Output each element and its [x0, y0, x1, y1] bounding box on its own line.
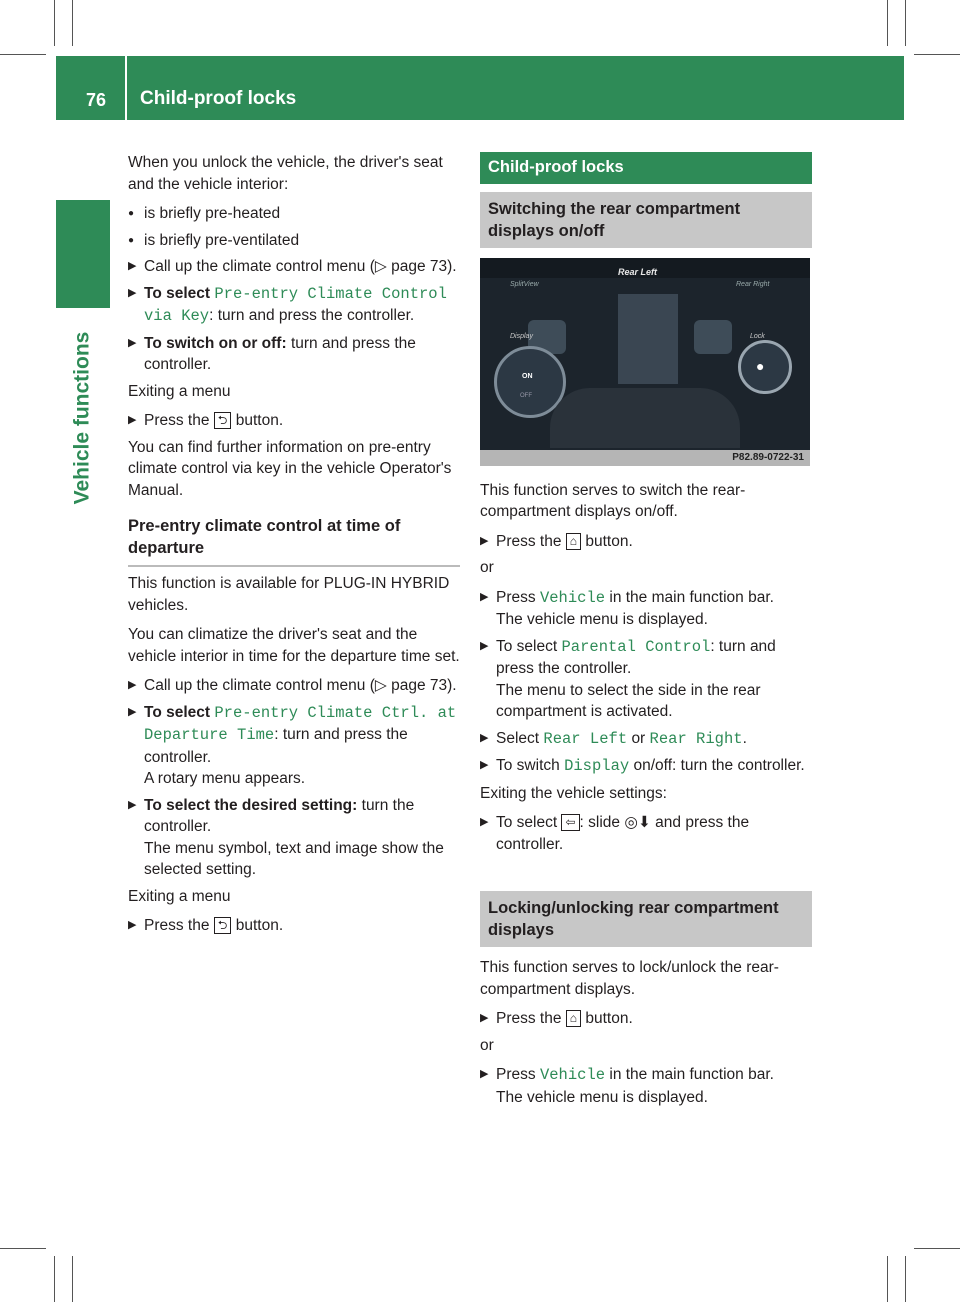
screen-label: Rear Right: [736, 280, 770, 288]
crop-mark: [914, 1248, 960, 1249]
step-text: button.: [585, 532, 633, 550]
step-note: The vehicle menu is displayed.: [496, 611, 708, 628]
chapter-tab: [56, 200, 110, 308]
subsection-heading: Locking/unlocking rear compartment displays: [480, 891, 812, 947]
step-item: [480, 636, 812, 723]
list-item: ● is briefly pre-heated: [128, 203, 460, 225]
step-note: The menu to select the side in the rear compartment is activated.: [496, 681, 761, 720]
step-item: [480, 587, 812, 631]
menu-item-code: Rear Left: [543, 729, 628, 748]
step-item: [128, 283, 460, 328]
step-item: [480, 755, 812, 778]
step-item: [128, 795, 460, 881]
step-text: in the main function bar.: [609, 1066, 774, 1083]
header-divider: [125, 56, 127, 120]
crop-mark: [905, 0, 906, 46]
crop-mark: [54, 1256, 55, 1302]
step-text: : turn and press the controller.: [209, 307, 415, 324]
intro-text: When you unlock the vehicle, the driver's seat and the vehicle interior:: [128, 154, 443, 193]
crop-mark: [0, 54, 46, 55]
step-item: [480, 531, 812, 553]
step-note: The vehicle menu is displayed.: [496, 1088, 708, 1106]
door-tile: [694, 320, 732, 354]
step-text: on/off: turn the controller.: [633, 757, 805, 774]
step-text: in the main function bar.: [609, 588, 774, 606]
screen-label: SplitView: [510, 280, 539, 288]
back-icon: ⇦: [561, 814, 579, 831]
step-text: : slide ◎⬇ and press the controller.: [496, 814, 750, 853]
crop-mark: [914, 54, 960, 55]
crop-mark: [0, 1248, 46, 1249]
paragraph: This function serves to lock/unlock the rear-compartment displays.: [480, 959, 779, 998]
step-text: To select: [496, 637, 558, 655]
back-icon: ⮌: [214, 917, 232, 934]
step-text: Press the: [144, 917, 210, 934]
photo-caption: P82.89-0722-31: [480, 450, 810, 466]
step-text: : turn and press the controller.: [496, 637, 776, 677]
step-text: Press: [496, 1066, 536, 1083]
step-item: ▶ Call up the climate control menu (▷ page 73).: [128, 675, 460, 697]
step-text: Press the: [496, 1010, 562, 1027]
step-text: button.: [585, 1010, 633, 1027]
menu-item-code: Display: [564, 757, 630, 775]
step-text: or: [631, 729, 646, 747]
crop-mark: [72, 1256, 73, 1302]
crop-mark: [54, 0, 55, 46]
paragraph: This function is available for PLUG-IN HYBRID vehicles.: [128, 575, 450, 614]
car-icon: ⌂: [566, 1010, 581, 1027]
step-text: button.: [235, 917, 284, 934]
crop-mark: [905, 1256, 906, 1302]
menu-item-code: Parental Control: [561, 637, 711, 656]
menu-item-code: Vehicle: [539, 588, 606, 607]
subsection-heading: Switching the rear compartment displays on/off: [480, 192, 812, 248]
step-text: Press the: [144, 412, 210, 429]
menu-item-code: Vehicle: [539, 1066, 606, 1084]
left-column: [128, 152, 460, 942]
step-text: button.: [235, 412, 284, 429]
crop-mark: [887, 1256, 888, 1302]
step-text: : turn and press the controller.: [144, 726, 408, 766]
screen-label: Display: [510, 332, 533, 340]
subheading: Pre-entry climate control at time of departure: [128, 515, 460, 567]
step-text: To select: [496, 814, 558, 831]
step-item: [480, 812, 812, 855]
section-heading: Child-proof locks: [480, 152, 812, 184]
back-icon: ⮌: [214, 412, 232, 429]
paragraph: or: [480, 559, 494, 576]
menu-item-code: Pre-entry Climate Control via Key: [144, 284, 447, 325]
page-title: Child-proof locks: [140, 88, 297, 109]
paragraph: Exiting the vehicle settings:: [480, 784, 667, 802]
step-bold: To select: [144, 284, 211, 302]
step-bold: To select: [144, 703, 211, 721]
paragraph: Exiting a menu: [128, 887, 231, 905]
step-text: To switch: [496, 757, 560, 774]
rear-seat: [550, 388, 740, 448]
step-item: [128, 333, 460, 376]
step-item: [480, 1008, 812, 1030]
step-note: The menu symbol, text and image show the selected setting.: [144, 839, 444, 878]
step-text: turn and press the controller.: [144, 334, 416, 373]
step-bold: To select the desired setting:: [144, 796, 358, 814]
paragraph: This function serves to switch the rear-compartment displays on/off.: [480, 481, 746, 520]
paragraph: or: [480, 1036, 494, 1054]
dial-off-label: OFF: [520, 392, 532, 399]
rear-display-photo: [480, 258, 810, 466]
paragraph: Exiting a menu: [128, 382, 231, 400]
center-console: [618, 294, 678, 384]
step-item: [128, 410, 460, 432]
list-item: ● is briefly pre-ventilated: [128, 230, 460, 252]
paragraph: You can find further information on pre-entry climate control via key in the vehicle Operator's Manual.: [128, 438, 452, 499]
paragraph: You can climatize the driver's seat and the vehicle interior in time for the departure time set.: [128, 626, 460, 665]
car-icon: ⌂: [566, 533, 581, 550]
step-bold: To switch on or off:: [144, 334, 287, 352]
step-item: ▶ Call up the climate control menu (▷ page 73).: [128, 256, 460, 278]
right-column: [480, 152, 812, 1113]
step-text: Press the: [496, 532, 562, 550]
screen-label: Lock: [750, 332, 765, 340]
lock-dial: [738, 340, 792, 394]
crop-mark: [887, 0, 888, 46]
menu-item-code: Pre-entry Climate Ctrl. at Departure Time: [144, 703, 457, 744]
menu-item-code: Rear Right: [649, 729, 743, 748]
step-text: turn the controller.: [144, 796, 415, 835]
crop-mark: [72, 0, 73, 46]
step-note: A rotary menu appears.: [144, 770, 306, 787]
step-text: Press: [496, 588, 536, 606]
step-item: [128, 702, 460, 790]
step-text: .: [742, 729, 747, 747]
chapter-label: Vehicle functions: [70, 331, 94, 505]
step-text: Select: [496, 729, 540, 747]
page-number: 76: [86, 90, 107, 110]
step-item: [480, 728, 812, 751]
lock-icon: ●: [756, 357, 765, 374]
step-item: [480, 1064, 812, 1108]
step-item: [128, 915, 460, 937]
dial-on-label: ON: [522, 372, 533, 380]
screen-title: Rear Left: [618, 266, 658, 277]
